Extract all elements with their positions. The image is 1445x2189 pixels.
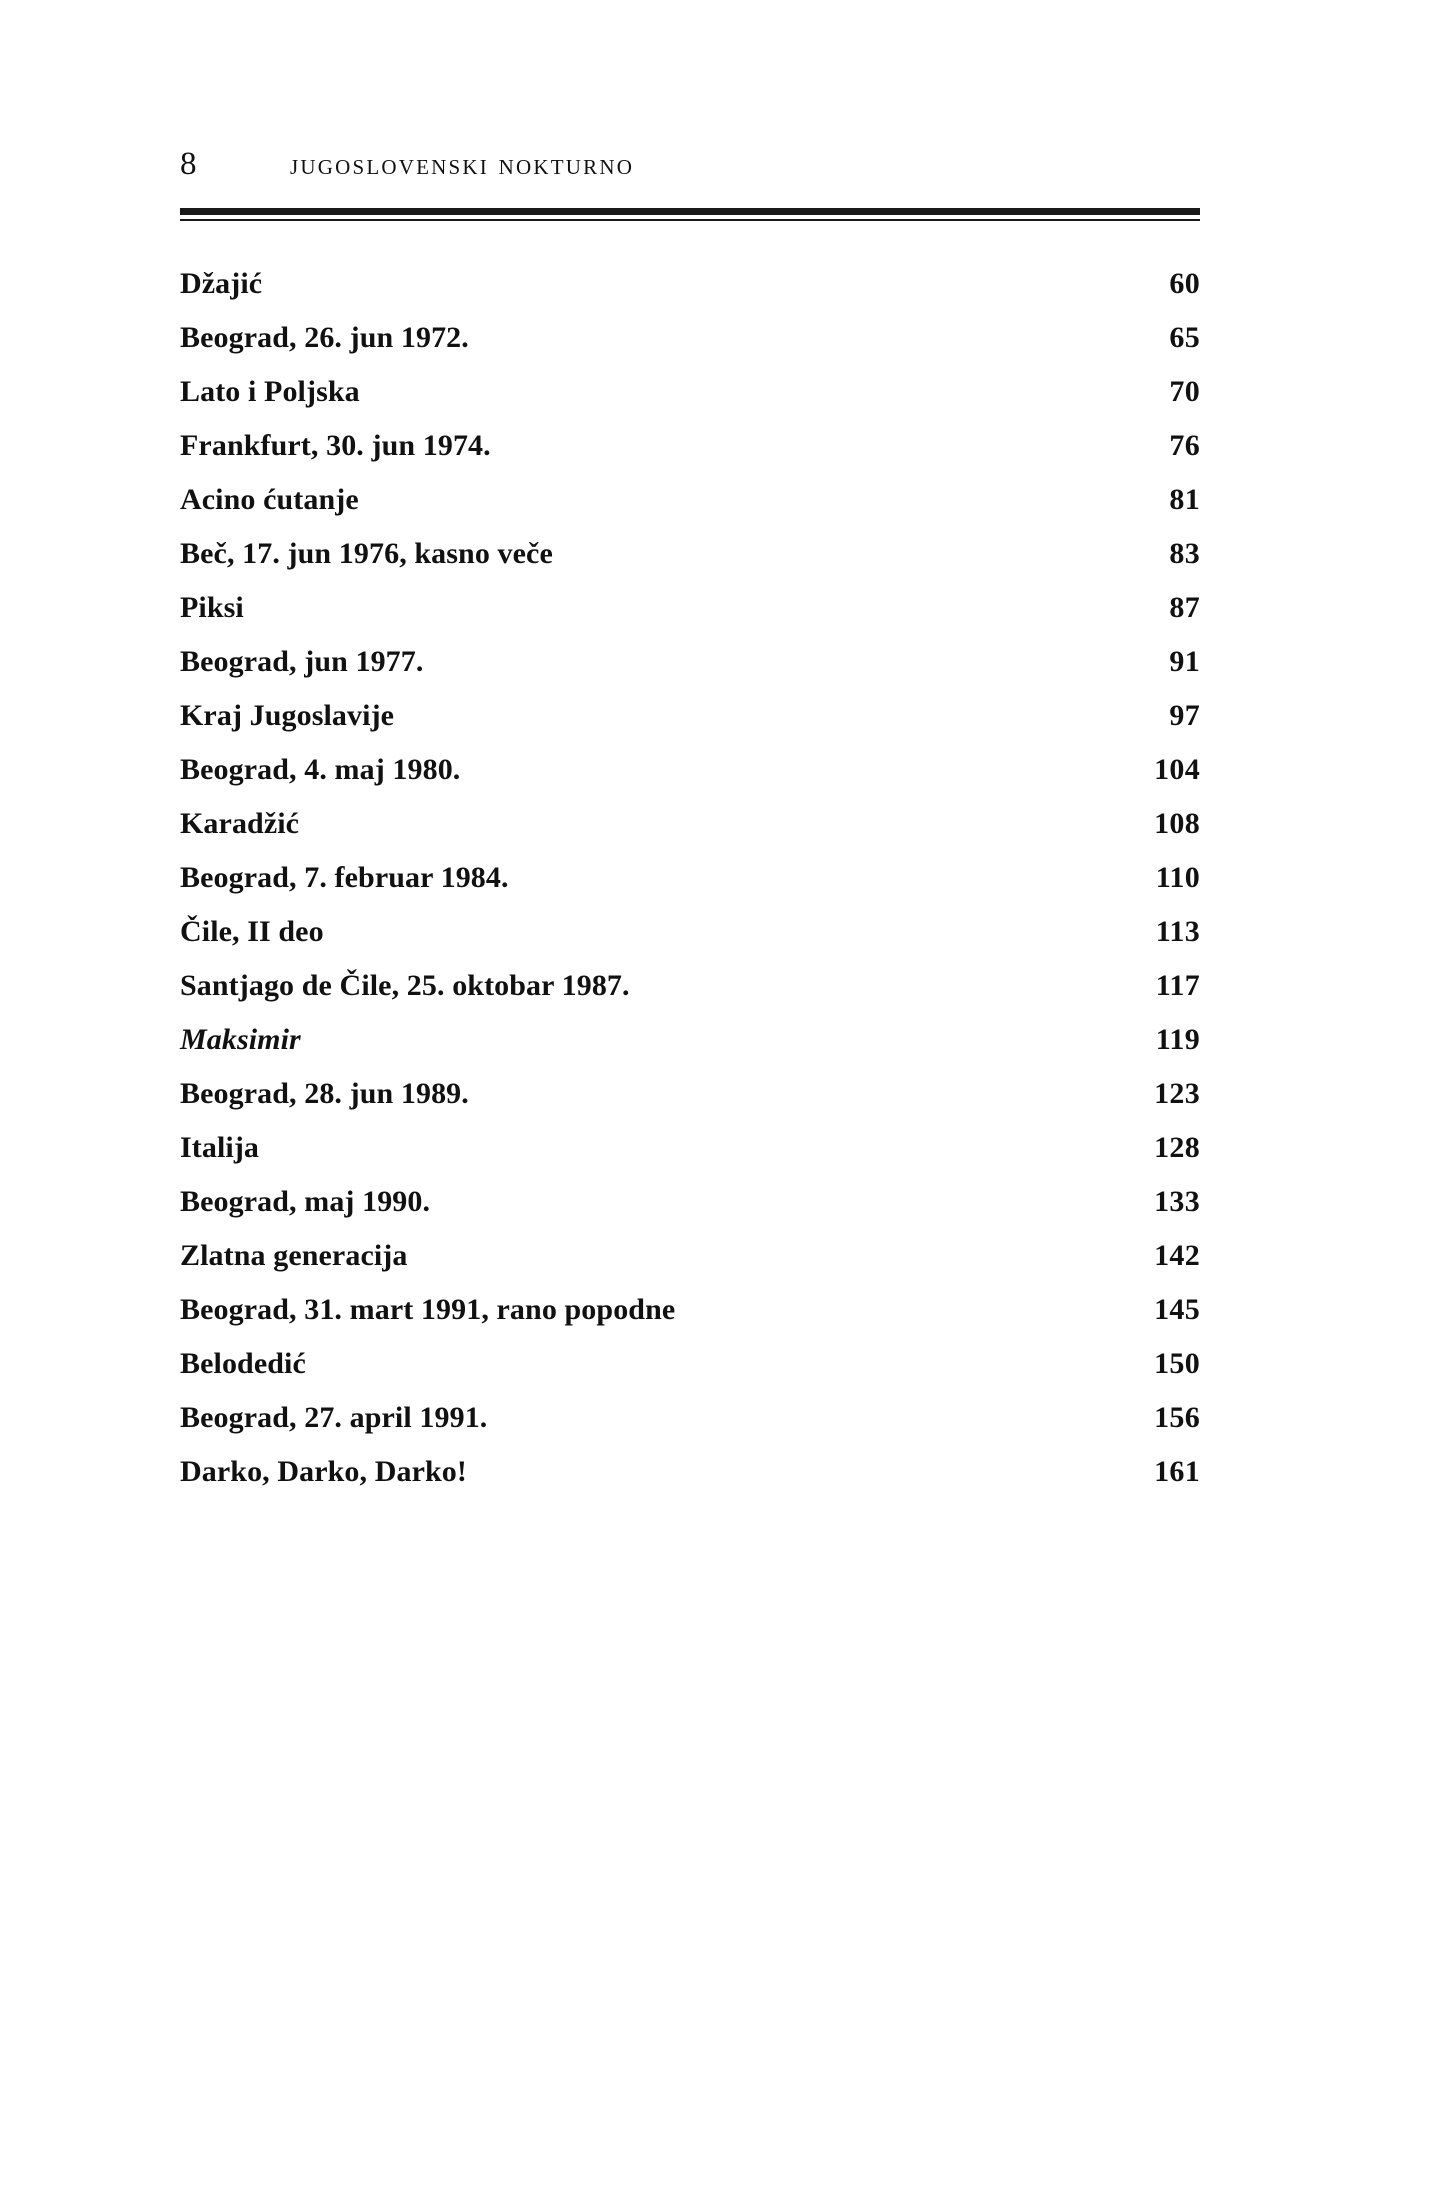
- toc-entry-page-number: 150: [1154, 1347, 1200, 1380]
- toc-entry-title: Beograd, 27. april 1991.: [180, 1401, 488, 1434]
- toc-entry-page-number: 65: [1169, 321, 1200, 354]
- header-double-rule: [180, 208, 1200, 221]
- toc-entry[interactable]: [180, 1185, 1200, 1239]
- toc-entry[interactable]: [180, 915, 1200, 969]
- toc-entry-title: Acino ćutanje: [180, 483, 359, 516]
- toc-entry[interactable]: [180, 1347, 1200, 1401]
- toc-entry-title: Beograd, 7. februar 1984.: [180, 861, 509, 894]
- rule-thin-line: [180, 219, 1200, 221]
- toc-entry-page-number: 81: [1169, 483, 1200, 516]
- toc-entry-title: Beograd, 31. mart 1991, rano popodne: [180, 1293, 676, 1326]
- toc-entry-page-number: 119: [1155, 1023, 1200, 1056]
- toc-entry-page-number: 91: [1169, 645, 1200, 678]
- toc-entry-page-number: 117: [1155, 969, 1200, 1002]
- toc-entry[interactable]: [180, 861, 1200, 915]
- toc-entry-page-number: 128: [1154, 1131, 1200, 1164]
- toc-entry-page-number: 156: [1154, 1401, 1200, 1434]
- toc-entry[interactable]: [180, 645, 1200, 699]
- toc-entry-page-number: 87: [1169, 591, 1200, 624]
- toc-entry-title: Santjago de Čile, 25. oktobar 1987.: [180, 969, 630, 1002]
- toc-entry-page-number: 104: [1154, 753, 1200, 786]
- toc-entry-title: Kraj Jugoslavije: [180, 699, 395, 732]
- toc-entry-page-number: 76: [1169, 429, 1200, 462]
- toc-entry[interactable]: [180, 321, 1200, 375]
- toc-entry-page-number: 145: [1154, 1293, 1200, 1326]
- toc-entry-title: Beograd, 28. jun 1989.: [180, 1077, 469, 1110]
- page-folio-number: 8: [180, 146, 197, 182]
- toc-entry-title: Beograd, 4. maj 1980.: [180, 753, 461, 786]
- toc-entry-title: Čile, II deo: [180, 915, 324, 948]
- toc-entry-page-number: 60: [1169, 267, 1200, 300]
- toc-entry-title: Karadžić: [180, 807, 300, 840]
- toc-entry[interactable]: [180, 1401, 1200, 1455]
- running-head-title: jugoslovenski nokturno: [290, 148, 635, 181]
- toc-entry[interactable]: [180, 267, 1200, 321]
- toc-entry-title: Beograd, maj 1990.: [180, 1185, 431, 1218]
- toc-entry[interactable]: [180, 1239, 1200, 1293]
- toc-entry-title: Belodedić: [180, 1347, 306, 1380]
- toc-entry-page-number: 108: [1154, 807, 1200, 840]
- toc-entry-title: Zlatna generacija: [180, 1239, 408, 1272]
- toc-entry-page-number: 123: [1154, 1077, 1200, 1110]
- toc-entry[interactable]: [180, 1131, 1200, 1185]
- toc-entry-title: Beč, 17. jun 1976, kasno veče: [180, 537, 553, 570]
- toc-entry-title: Italija: [180, 1131, 260, 1164]
- toc-entry-page-number: 83: [1169, 537, 1200, 570]
- toc-entry-title: Darko, Darko, Darko!: [180, 1455, 467, 1488]
- toc-entry[interactable]: [180, 537, 1200, 591]
- toc-entry-page-number: 133: [1154, 1185, 1200, 1218]
- toc-entry-title: Džajić: [180, 267, 263, 300]
- toc-entry-page-number: 142: [1154, 1239, 1200, 1272]
- toc-entry-title: Lato i Poljska: [180, 375, 360, 408]
- table-of-contents: [180, 267, 1200, 1509]
- toc-entry-title: Piksi: [180, 591, 244, 624]
- toc-entry-page-number: 113: [1155, 915, 1200, 948]
- toc-entry[interactable]: [180, 969, 1200, 1023]
- toc-entry[interactable]: [180, 807, 1200, 861]
- toc-entry-page-number: 161: [1154, 1455, 1200, 1488]
- toc-entry[interactable]: [180, 1023, 1200, 1077]
- toc-entry[interactable]: [180, 591, 1200, 645]
- toc-entry[interactable]: [180, 483, 1200, 537]
- running-header: [180, 146, 1200, 198]
- toc-entry-page-number: 110: [1155, 861, 1200, 894]
- toc-entry[interactable]: [180, 1077, 1200, 1131]
- toc-entry[interactable]: [180, 375, 1200, 429]
- toc-entry[interactable]: [180, 1455, 1200, 1509]
- rule-thick-line: [180, 208, 1200, 215]
- toc-entry[interactable]: [180, 699, 1200, 753]
- toc-entry[interactable]: [180, 753, 1200, 807]
- toc-entry-page-number: 70: [1169, 375, 1200, 408]
- toc-entry-title: Frankfurt, 30. jun 1974.: [180, 429, 491, 462]
- toc-entry-title: Beograd, jun 1977.: [180, 645, 424, 678]
- toc-entry-title: Maksimir: [180, 1023, 301, 1056]
- toc-entry-title: Beograd, 26. jun 1972.: [180, 321, 469, 354]
- toc-entry[interactable]: [180, 1293, 1200, 1347]
- toc-entry-page-number: 97: [1169, 699, 1200, 732]
- toc-entry[interactable]: [180, 429, 1200, 483]
